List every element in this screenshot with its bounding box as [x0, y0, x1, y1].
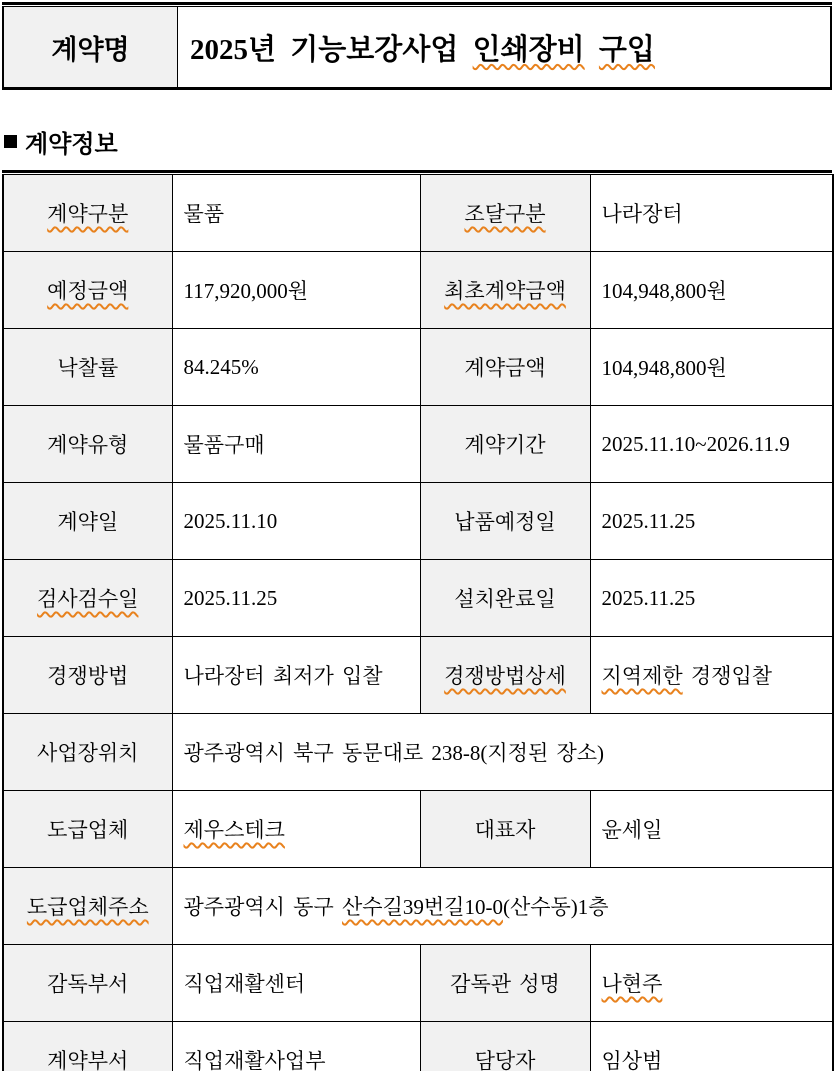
- info-value-cell: [590, 1022, 833, 1071]
- text-run: 경쟁방법: [47, 664, 129, 688]
- text-run: 광주광역시 북구 동문대로 238-8(지정된 장소): [183, 741, 605, 765]
- text-run: 직업재활센터: [183, 972, 306, 996]
- info-label-cell: [420, 329, 590, 406]
- table-row: [3, 714, 833, 791]
- info-label-cell: [3, 329, 172, 406]
- text-run: 104,948,800원: [601, 356, 727, 380]
- text-run: (산수동)1층: [502, 895, 609, 919]
- info-value-cell: [172, 714, 833, 791]
- text-run: 윤세일: [601, 818, 663, 842]
- info-label-cell: [3, 560, 172, 637]
- table-row: [3, 406, 833, 483]
- info-value-cell: [590, 637, 833, 714]
- spellcheck-underline-text: 산수길39번길10-0: [342, 895, 503, 919]
- info-label-cell: [420, 483, 590, 560]
- text-run: 담당자: [474, 1049, 536, 1071]
- text-run: 104,948,800원: [601, 279, 727, 303]
- info-label-cell: [3, 175, 172, 252]
- table-row: [3, 252, 833, 329]
- text-run: 사업장위치: [37, 741, 139, 765]
- info-value-cell: [172, 175, 420, 252]
- text-run: 감독부서: [47, 972, 129, 996]
- text-run: 2025년 기능보강사업: [190, 33, 473, 66]
- text-run: 낙찰률: [57, 356, 119, 380]
- text-run: 계약부서: [47, 1049, 129, 1071]
- text-run: 나라장터: [601, 202, 683, 226]
- contract-title-row: [3, 7, 831, 89]
- text-run: 도급업체: [47, 818, 129, 842]
- text-run: 2025.11.10: [183, 508, 278, 533]
- info-label-cell: [3, 637, 172, 714]
- text-run: 2025.11.10~2026.11.9: [601, 431, 790, 456]
- spellcheck-underline-text: 나현주: [601, 972, 663, 996]
- spellcheck-underline-text: 제우스테크: [183, 818, 285, 842]
- table-row: [3, 1022, 833, 1071]
- text-run: 계약일: [57, 510, 119, 534]
- spellcheck-underline-text: 직업재활사업부: [183, 1049, 326, 1071]
- info-value-cell: [172, 252, 420, 329]
- text-run: [585, 34, 599, 66]
- contract-title-label: 계약명: [3, 7, 178, 89]
- text-run: 계약유형: [47, 433, 129, 457]
- text-run: 설치완료일: [454, 587, 556, 611]
- table-row: [3, 868, 833, 945]
- text-run: 임상범: [601, 1049, 663, 1071]
- info-label-cell: [420, 637, 590, 714]
- text-run: 나라장터 최저가 입찰: [183, 664, 383, 688]
- spellcheck-underline-text: 최초계약금액: [444, 279, 566, 303]
- info-label-cell: [3, 945, 172, 1022]
- table-row: [3, 483, 833, 560]
- section-title: 계약정보: [25, 131, 118, 158]
- spellcheck-underline-text: 계약구분: [47, 202, 129, 226]
- table-row: [3, 329, 833, 406]
- info-label-cell: [420, 945, 590, 1022]
- info-value-cell: [590, 560, 833, 637]
- spellcheck-underline-text: 예정금액: [47, 279, 129, 303]
- text-run: 물품구매: [183, 433, 265, 457]
- info-label-cell: [3, 483, 172, 560]
- info-value-cell: [172, 945, 420, 1022]
- info-label-cell: [3, 1022, 172, 1071]
- info-value-cell: [172, 868, 833, 945]
- table-row: [3, 791, 833, 868]
- info-label-cell: [420, 1022, 590, 1071]
- info-label-cell: [3, 252, 172, 329]
- info-label-cell: [420, 175, 590, 252]
- text-run: 납품예정일: [454, 510, 556, 534]
- table-row: [3, 560, 833, 637]
- info-label-cell: [3, 714, 172, 791]
- contract-info-table: [2, 174, 834, 1071]
- info-label-cell: [420, 791, 590, 868]
- info-value-cell: [590, 329, 833, 406]
- info-label-cell: [3, 406, 172, 483]
- spellcheck-underline-text: 조달구분: [464, 202, 546, 226]
- spellcheck-underline-text: 지역제한: [601, 664, 683, 688]
- text-run: 물품: [183, 202, 225, 226]
- table-row: [3, 945, 833, 1022]
- text-run: 계약금액: [464, 356, 546, 380]
- info-value-cell: [172, 1022, 420, 1071]
- section-bullet-icon: [4, 135, 17, 148]
- spellcheck-underline-text: 검사검수일: [37, 587, 139, 611]
- contract-info-table-wrap: [2, 170, 832, 1071]
- text-run: 2025.11.25: [601, 585, 696, 610]
- contract-title-table: [2, 6, 832, 90]
- info-value-cell: [172, 637, 420, 714]
- text-run: 감독관 성명: [450, 972, 560, 996]
- table-row: [3, 175, 833, 252]
- spellcheck-underline-text: 구입: [598, 33, 655, 66]
- info-value-cell: [172, 483, 420, 560]
- info-value-cell: [172, 791, 420, 868]
- info-value-cell: [590, 175, 833, 252]
- text-run: 2025.11.25: [601, 508, 696, 533]
- contract-title-table-wrap: [2, 2, 832, 90]
- info-value-cell: [172, 406, 420, 483]
- text-run: 대표자: [474, 818, 536, 842]
- text-run: 경쟁입찰: [682, 664, 773, 688]
- info-label-cell: [420, 252, 590, 329]
- contract-title-value: [178, 7, 832, 89]
- table-row: [3, 637, 833, 714]
- text-run: 2025.11.25: [183, 585, 278, 610]
- text-run: 광주광역시 동구: [183, 895, 343, 919]
- info-label-cell: [420, 560, 590, 637]
- info-label-cell: [3, 868, 172, 945]
- text-run: 계약기간: [464, 433, 546, 457]
- info-value-cell: [590, 483, 833, 560]
- info-value-cell: [590, 791, 833, 868]
- info-value-cell: [590, 252, 833, 329]
- text-run: 84.245%: [183, 354, 259, 379]
- info-value-cell: [590, 406, 833, 483]
- spellcheck-underline-text: 인쇄장비: [472, 33, 585, 66]
- text-run: 117,920,000원: [183, 279, 309, 303]
- info-value-cell: [172, 560, 420, 637]
- info-label-cell: [3, 791, 172, 868]
- spellcheck-underline-text: 경쟁방법상세: [444, 664, 566, 688]
- info-label-cell: [420, 406, 590, 483]
- info-value-cell: [590, 945, 833, 1022]
- info-value-cell: [172, 329, 420, 406]
- spellcheck-underline-text: 도급업체주소: [26, 895, 149, 919]
- section-heading: [4, 126, 834, 156]
